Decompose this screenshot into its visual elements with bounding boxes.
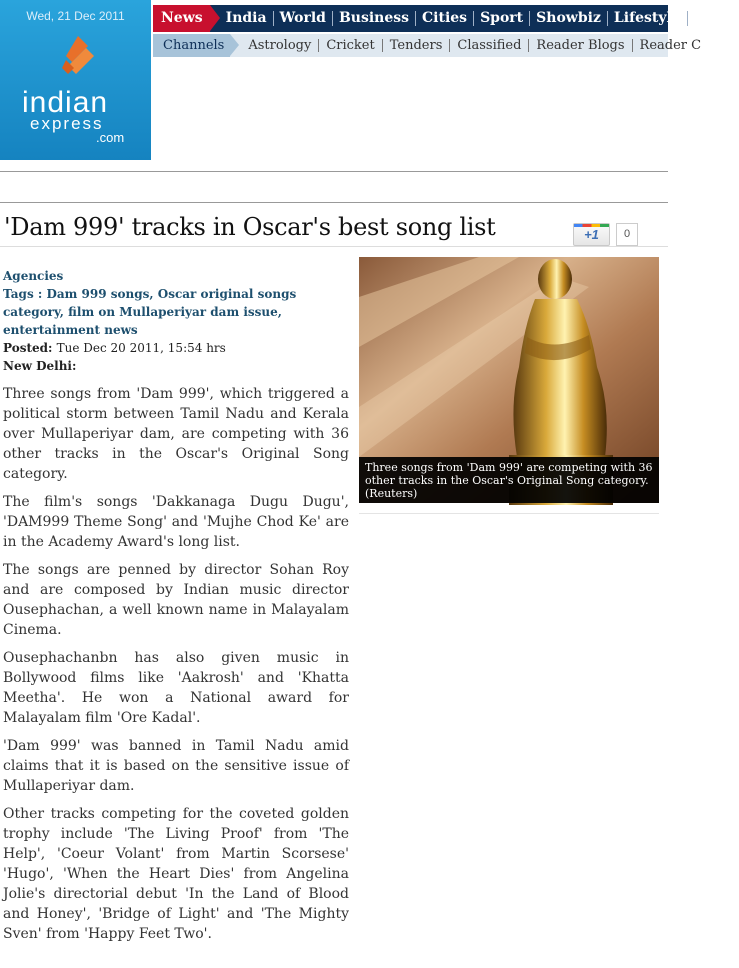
nav-cities[interactable]: Cities [415, 11, 473, 26]
agency-link[interactable]: Agencies [3, 269, 64, 283]
article-meta [3, 267, 348, 375]
logo-word-express: express [30, 114, 104, 133]
nav-business[interactable]: Business [332, 11, 415, 26]
google-plus-one-button[interactable]: +1 [573, 223, 610, 246]
posted-line [3, 339, 348, 357]
article-headline: 'Dam 999' tracks in Oscar's best song list [4, 213, 496, 241]
posted-date: Tue Dec 20 2011, 15:54 hrs [56, 341, 226, 355]
primary-nav [153, 5, 733, 32]
secondary-nav [153, 34, 702, 57]
nav-classified[interactable]: Classified [449, 39, 528, 52]
nav-showbiz[interactable]: Showbiz [529, 11, 607, 26]
nav-lifestyle[interactable]: Lifestyle [607, 11, 687, 26]
divider [0, 246, 668, 247]
nav-news[interactable]: News [153, 5, 210, 32]
dateline: New Delhi: [3, 359, 77, 373]
nav-world[interactable]: World [273, 11, 332, 26]
logo-word-indian: indian [22, 86, 109, 119]
current-date: Wed, 21 Dec 2011 [26, 9, 125, 23]
nav-tenders[interactable]: Tenders [382, 39, 450, 52]
divider [0, 171, 668, 172]
divider [359, 513, 659, 514]
article-photo [359, 257, 659, 503]
posted-label: Posted: [3, 341, 57, 355]
tags-links[interactable]: Dam 999 songs, Oscar original songs category, film on Mullaperiyar dam issue, entertainment news [3, 287, 297, 337]
nav-sport[interactable]: Sport [473, 11, 529, 26]
article-paragraph: Ousephachanbn has also given music in Bollywood films like 'Aakrosh' and 'Khatta Meetha'. He won a National award for Malayalam film 'Ore Kadal'. [3, 650, 349, 726]
article-paragraph: Three songs from 'Dam 999', which triggered a political storm between Tamil Nadu and Kerala over Mullaperiyar dam, are competing with 36 other tracks in the Oscar's Original Song category. [3, 386, 349, 482]
flame-logo-icon [58, 34, 98, 82]
article-body [3, 384, 349, 952]
site-logo[interactable] [0, 0, 151, 160]
nav-astrology[interactable]: Astrology [248, 38, 312, 53]
tags-label: Tags : [3, 287, 47, 301]
logo-word-com: .com [96, 130, 125, 145]
nav-channels[interactable]: Channels [153, 34, 230, 57]
nav-ie-blogs[interactable]: IE Bl [687, 11, 739, 26]
nav-reader-c[interactable]: Reader C [632, 39, 709, 52]
article-paragraph: Other tracks competing for the coveted golden trophy include 'The Living Proof' from 'The Help', 'Coeur Volant' from Martin Scorsese' 'Hugo', 'When the Heart Dies' from Angelina Jolie's directorial debut 'In the Land of Blood and Honey', 'Bridge of Light' and 'The Mighty Sven' from 'Happy Feet Two'. [3, 806, 349, 942]
nav-reader-blogs[interactable]: Reader Blogs [528, 39, 631, 52]
nav-india[interactable]: India [225, 10, 267, 26]
tags-line [3, 285, 348, 339]
article-paragraph: 'Dam 999' was banned in Tamil Nadu amid claims that it is based on the sensitive issue of Mullaperiyar dam. [3, 738, 349, 794]
plus-one-count: 0 [616, 223, 638, 246]
divider [0, 202, 668, 203]
photo-caption: Three songs from 'Dam 999' are competing with 36 other tracks in the Oscar's Original Song category. (Reuters) [359, 457, 659, 503]
nav-cricket[interactable]: Cricket [318, 39, 381, 52]
article-paragraph: The songs are penned by director Sohan Roy and are composed by Indian music director Ousephachan, a well known name in Malayalam Cinema. [3, 562, 349, 638]
article-paragraph: The film's songs 'Dakkanaga Dugu Dugu', 'DAM999 Theme Song' and 'Mujhe Chod Ke' are in the Academy Award's long list. [3, 494, 349, 550]
